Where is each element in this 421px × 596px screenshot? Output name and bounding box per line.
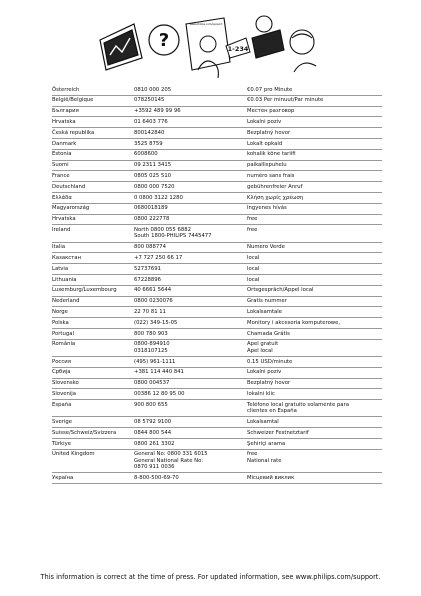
- country-cell: Luxemburg/Luxembourg: [52, 287, 117, 294]
- rate-cell: Κλήση χωρίς χρέωση: [247, 194, 304, 201]
- country-cell: Ελλάδα: [52, 194, 72, 201]
- phone-number-cell: (495) 961-1111: [134, 358, 176, 365]
- country-cell: Türkiye: [52, 440, 71, 447]
- table-row: [52, 286, 382, 297]
- table-row: [52, 182, 382, 193]
- country-cell: Hrvatska: [52, 216, 76, 223]
- phone-number-cell: 08 5792 9100: [134, 418, 172, 425]
- table-row: [52, 450, 382, 474]
- rate-cell: Lokalni poziv: [247, 118, 282, 125]
- row-divider: [52, 483, 382, 484]
- phone-number-cell: +381 114 440 841: [134, 369, 184, 376]
- phone-number-badge: [226, 38, 250, 58]
- table-row: [52, 85, 382, 96]
- rate-cell: Lokalsamtale: [247, 308, 283, 315]
- rate-cell: Schweizer Festnetztarif: [247, 429, 309, 436]
- country-cell: Italia: [52, 244, 66, 251]
- country-cell: Česká republika: [52, 129, 95, 136]
- phone-number-cell: 900 800 655: [134, 401, 168, 408]
- country-cell: Україна: [52, 474, 74, 481]
- table-row: [52, 379, 382, 390]
- table-row: [52, 215, 382, 226]
- phone-number-cell: 01 6403 776: [134, 118, 168, 125]
- table-row: [52, 428, 382, 439]
- table-row: [52, 264, 382, 275]
- country-cell: United Kingdom: [52, 451, 95, 458]
- phone-number-cell: 0800-894910 0318107125: [134, 341, 170, 354]
- table-row: [52, 96, 382, 107]
- rate-cell: €0.03 Per minuut/Par minute: [247, 97, 324, 104]
- table-row: [52, 473, 382, 484]
- phone-number-cell: 800 088774: [134, 244, 167, 251]
- document-icon: [186, 18, 230, 78]
- table-row: [52, 340, 382, 357]
- table-row: [52, 368, 382, 379]
- country-cell: Suisse/Schweiz/Svizzera: [52, 429, 117, 436]
- phone-number-cell: 0800 004537: [134, 380, 170, 387]
- rate-cell: local: [247, 265, 260, 272]
- phone-number-cell: 8-800-500-69-70: [134, 474, 179, 481]
- table-row: [52, 139, 382, 150]
- table-row: [52, 128, 382, 139]
- rate-cell: €0.07 pro Minute: [247, 86, 293, 93]
- phone-number-cell: 0800 0230076: [134, 298, 173, 305]
- helpdesk-icon: [252, 16, 316, 72]
- rate-cell: kohalik kõne tariifi: [247, 151, 296, 158]
- rate-cell: Teléfono local gratuito solamente para clientes en España: [247, 401, 349, 415]
- country-cell: România: [52, 341, 76, 348]
- phone-number-cell: 0 0800 3122 1280: [134, 194, 183, 201]
- support-illustration: [94, 10, 326, 82]
- rate-cell: Lokalt opkald: [247, 140, 283, 147]
- table-row: [52, 150, 382, 161]
- country-cell: Hrvatska: [52, 118, 76, 125]
- phone-number-cell: 800142840: [134, 129, 165, 136]
- monitor-icon: [100, 24, 142, 70]
- rate-cell: Bezplatný hovor: [247, 380, 291, 387]
- phone-number-cell: +7 727 250 66 17: [134, 254, 183, 261]
- country-cell: Ireland: [52, 226, 71, 233]
- rate-cell: Ortsgespräch/Appel local: [247, 287, 314, 294]
- rate-cell: Apel gratuit Apel local: [247, 341, 279, 354]
- country-cell: Slovensko: [52, 380, 79, 387]
- rate-cell: free National rate: [247, 451, 282, 464]
- phone-number-cell: General No: 0800 331 6015 General National Rate No: 0870 911 0036: [134, 451, 208, 471]
- table-row: [52, 161, 382, 172]
- rate-cell: local: [247, 254, 260, 261]
- country-cell: Slovenija: [52, 390, 77, 397]
- country-cell: Estonia: [52, 151, 72, 158]
- table-row: [52, 225, 382, 242]
- rate-cell: Місцевий виклик: [247, 474, 295, 481]
- phone-number-cell: (022) 349-15-05: [134, 319, 178, 326]
- phone-number-cell: 0680018189: [134, 205, 168, 212]
- rate-cell: Lokalsamtal: [247, 418, 279, 425]
- table-row: [52, 117, 382, 128]
- country-cell: Nederland: [52, 298, 80, 305]
- phone-number-cell: 6008600: [134, 151, 158, 158]
- phone-number-cell: 3525 8759: [134, 140, 163, 147]
- rate-cell: Monitory i akcesoria komputerowe,: [247, 319, 341, 326]
- phone-number-cell: 0810 000 205: [134, 86, 172, 93]
- phone-number-cell: 0800 222778: [134, 216, 170, 223]
- country-cell: Россия: [52, 358, 71, 365]
- svg-text:?: ?: [158, 30, 170, 51]
- country-cell: Magyarország: [52, 205, 90, 212]
- table-row: [52, 400, 382, 417]
- country-cell: Polska: [52, 319, 69, 326]
- question-icon: [149, 25, 179, 55]
- phone-number-cell: 67228896: [134, 276, 161, 283]
- rate-cell: free: [247, 216, 258, 223]
- rate-cell: 0.15 USD/minute: [247, 358, 293, 365]
- phone-number-cell: 00386 12 80 95 00: [134, 390, 185, 397]
- table-row: [52, 107, 382, 118]
- rate-cell: free: [247, 226, 258, 233]
- country-cell: Lithuania: [52, 276, 77, 283]
- country-cell: Казакстан: [52, 254, 81, 261]
- phone-number-cell: North 0800 055 6882 South 1800-PHILIPS 7445477: [134, 226, 212, 240]
- country-cell: France: [52, 172, 70, 179]
- rate-cell: Местен разговор: [247, 108, 295, 115]
- phone-number-cell: 0844 800 544: [134, 429, 172, 436]
- country-cell: España: [52, 401, 72, 408]
- rate-cell: lokalni klic: [247, 390, 275, 397]
- phone-number-cell: 52737691: [134, 265, 161, 272]
- rate-cell: Ingyenes hívás: [247, 205, 287, 212]
- phone-number-cell: 078250145: [134, 97, 165, 104]
- country-cell: Österreich: [52, 86, 80, 93]
- rate-cell: paikallispuhelu: [247, 162, 287, 169]
- phone-number-cell: 0805 025 510: [134, 172, 172, 179]
- phone-number-cell: +3592 489 99 96: [134, 108, 181, 115]
- phone-number-cell: 40 6661 5644: [134, 287, 172, 294]
- table-row: [52, 243, 382, 254]
- table-row: [52, 439, 382, 450]
- table-row: [52, 329, 382, 340]
- table-row: [52, 204, 382, 215]
- country-cell: Portugal: [52, 330, 74, 337]
- country-cell: Suomi: [52, 162, 69, 169]
- rate-cell: Chamada Grátis: [247, 330, 290, 337]
- phone-number-cell: 800 780 903: [134, 330, 168, 337]
- country-cell: Deutschland: [52, 183, 86, 190]
- table-row: [52, 297, 382, 308]
- svg-text:1-234: 1-234: [227, 45, 249, 53]
- rate-cell: Bezplatný hovor: [247, 129, 291, 136]
- rate-cell: Numero Verde: [247, 244, 285, 251]
- country-cell: Norge: [52, 308, 68, 315]
- svg-text:www.philips.com/support: www.philips.com/support: [189, 23, 223, 26]
- table-row: [52, 307, 382, 318]
- phone-number-cell: 22 70 81 11: [134, 308, 167, 315]
- rate-cell: gebührenfreier Anruf: [247, 183, 303, 190]
- table-row: [52, 389, 382, 400]
- table-row: [52, 171, 382, 182]
- table-row: [52, 193, 382, 204]
- country-cell: Latvia: [52, 265, 69, 272]
- rate-cell: numéro sans frais: [247, 172, 295, 179]
- table-row: [52, 318, 382, 329]
- table-row: [52, 417, 382, 428]
- country-cell: Danmark: [52, 140, 77, 147]
- rate-cell: local: [247, 276, 260, 283]
- phone-number-cell: 0800 000 7520: [134, 183, 175, 190]
- phone-number-cell: 09 2311 3415: [134, 162, 172, 169]
- rate-cell: Şehiriçi arama: [247, 440, 286, 447]
- table-row: [52, 253, 382, 264]
- rate-cell: Lokalni poziv: [247, 369, 282, 376]
- country-cell: Србија: [52, 369, 71, 376]
- phone-number-cell: 0800 261 3302: [134, 440, 175, 447]
- country-cell: Sverige: [52, 418, 73, 425]
- footer-note: This information is correct at the time of press. For updated information, see www.philips.com/support.: [40, 573, 381, 581]
- country-cell: България: [52, 108, 79, 115]
- table-row: [52, 275, 382, 286]
- table-row: [52, 357, 382, 368]
- rate-cell: Gratis nummer: [247, 298, 287, 305]
- country-cell: België/Belgique: [52, 97, 94, 104]
